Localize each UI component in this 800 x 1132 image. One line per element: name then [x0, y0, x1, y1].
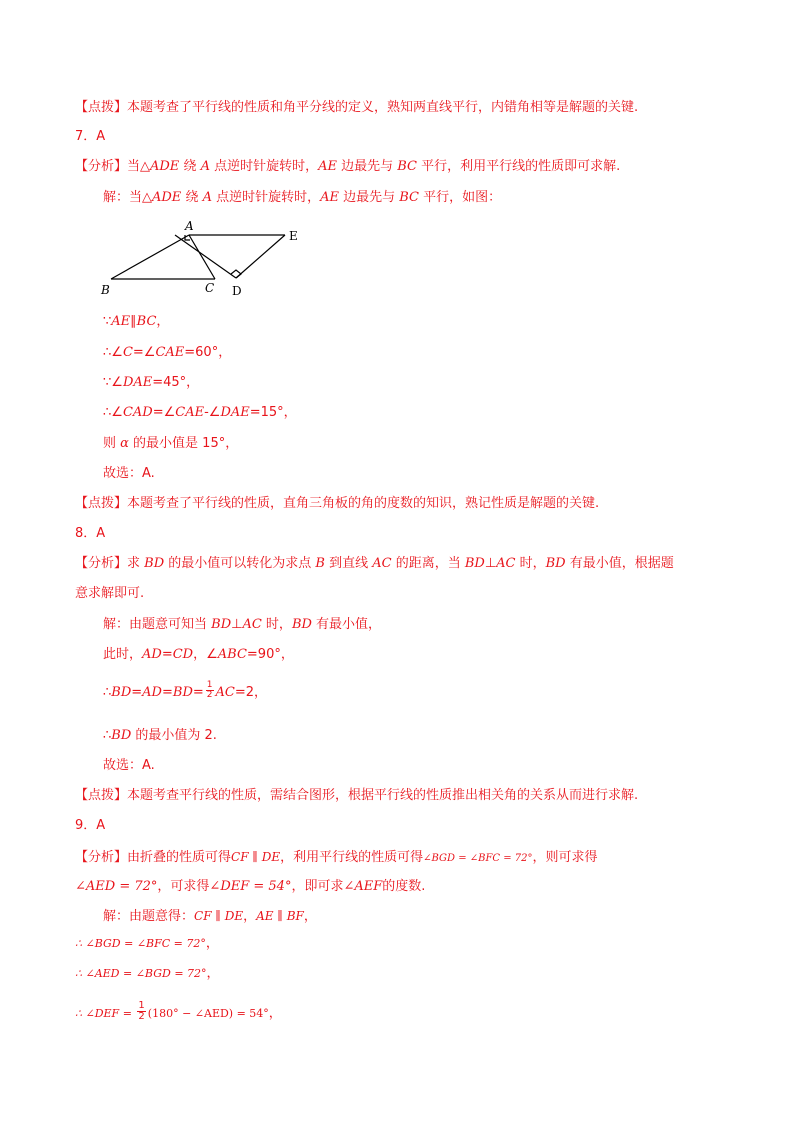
choice-line: 故选：A. [103, 758, 155, 773]
solution-line: 解：由题意得：CF ∥ DE，AE ∥ BF， [103, 909, 317, 924]
segment-de [236, 235, 285, 278]
label-a: A [185, 219, 194, 233]
tip-line: 【点拨】本题考查了平行线的性质，直角三角板的角的度数的知识，熟记性质是解题的关键. [75, 496, 600, 511]
analysis-line-cont: 意求解即可. [75, 586, 145, 601]
analysis-line: 【分析】求 BD 的最小值可以转化为求点 B 到直线 AC 的距离，当 BD⊥AC 时，BD 有最小值，根据题 [75, 556, 674, 571]
step-line: ∴ ∠AED = ∠BGD = 72°， [75, 966, 220, 981]
tip-line: 【点拨】本题考查平行线的性质，需结合图形，根据平行线的性质推出相关角的关系从而进行求解. [75, 788, 639, 803]
tip-line: 【点拨】本题考查了平行线的性质和角平分线的定义，熟知两直线平行，内错角相等是解题的关键. [75, 100, 639, 115]
step-line: ∴∠C=∠CAE=60°， [103, 345, 232, 360]
fraction-half: $\frac{1}{2}$ [206, 680, 213, 700]
step-line: ∵∠DAE=45°， [103, 375, 200, 390]
answer-7: 7．A [75, 129, 106, 144]
step-line: ∴ ∠BGD = ∠BFC = 72°， [75, 936, 219, 951]
solution-line: 解：当△ADE 绕 A 点逆时针旋转时，AE 边最先与 BC 平行，如图： [103, 190, 502, 205]
segment-ad [175, 235, 236, 278]
answer-9: 9．A [75, 818, 106, 833]
step-line: 此时，AD=CD，∠ABC=90°， [103, 647, 294, 662]
answer-8: 8．A [75, 526, 106, 541]
solution-line: 解：由题意可知当 BD⊥AC 时，BD 有最小值， [103, 617, 382, 632]
step-line: 则 α 的最小值是 15°， [103, 436, 239, 451]
fraction-half: $\frac{1}{2}$ [138, 1000, 145, 1022]
step-line: ∵AE∥BC， [103, 314, 170, 329]
step-line: ∴ ∠DEF = $\frac{1}{2}$ (180° − ∠AED) = 54°， [75, 1000, 282, 1022]
segment-ba [111, 235, 189, 279]
label-c: C [205, 281, 215, 295]
analysis-line: 【分析】当△ADE 绕 A 点逆时针旋转时，AE 边最先与 BC 平行，利用平行线的性质即可求解. [75, 159, 621, 174]
label-b: B [101, 283, 110, 297]
analysis-line-cont: ∠AED = 72°，可求得∠DEF = 54°，即可求∠AEF的度数. [75, 879, 426, 894]
choice-line: 故选：A. [103, 466, 155, 481]
analysis-line: 【分析】由折叠的性质可得CF ∥ DE，利用平行线的性质可得∠BGD = ∠BFC = 72°，则可求得 [75, 850, 598, 865]
triangle-figure [95, 215, 325, 300]
right-angle-mark-d [231, 270, 241, 278]
label-d: D [232, 284, 242, 298]
step-line: ∴∠CAD=∠CAE-∠DAE=15°， [103, 405, 297, 420]
step-line: ∴BD 的最小值为 2. [103, 728, 217, 743]
label-e: E [289, 229, 298, 243]
step-line: ∴BD=AD=BD= $\frac{1}{2}$ AC=2， [103, 680, 268, 700]
segment-ac [189, 235, 215, 279]
